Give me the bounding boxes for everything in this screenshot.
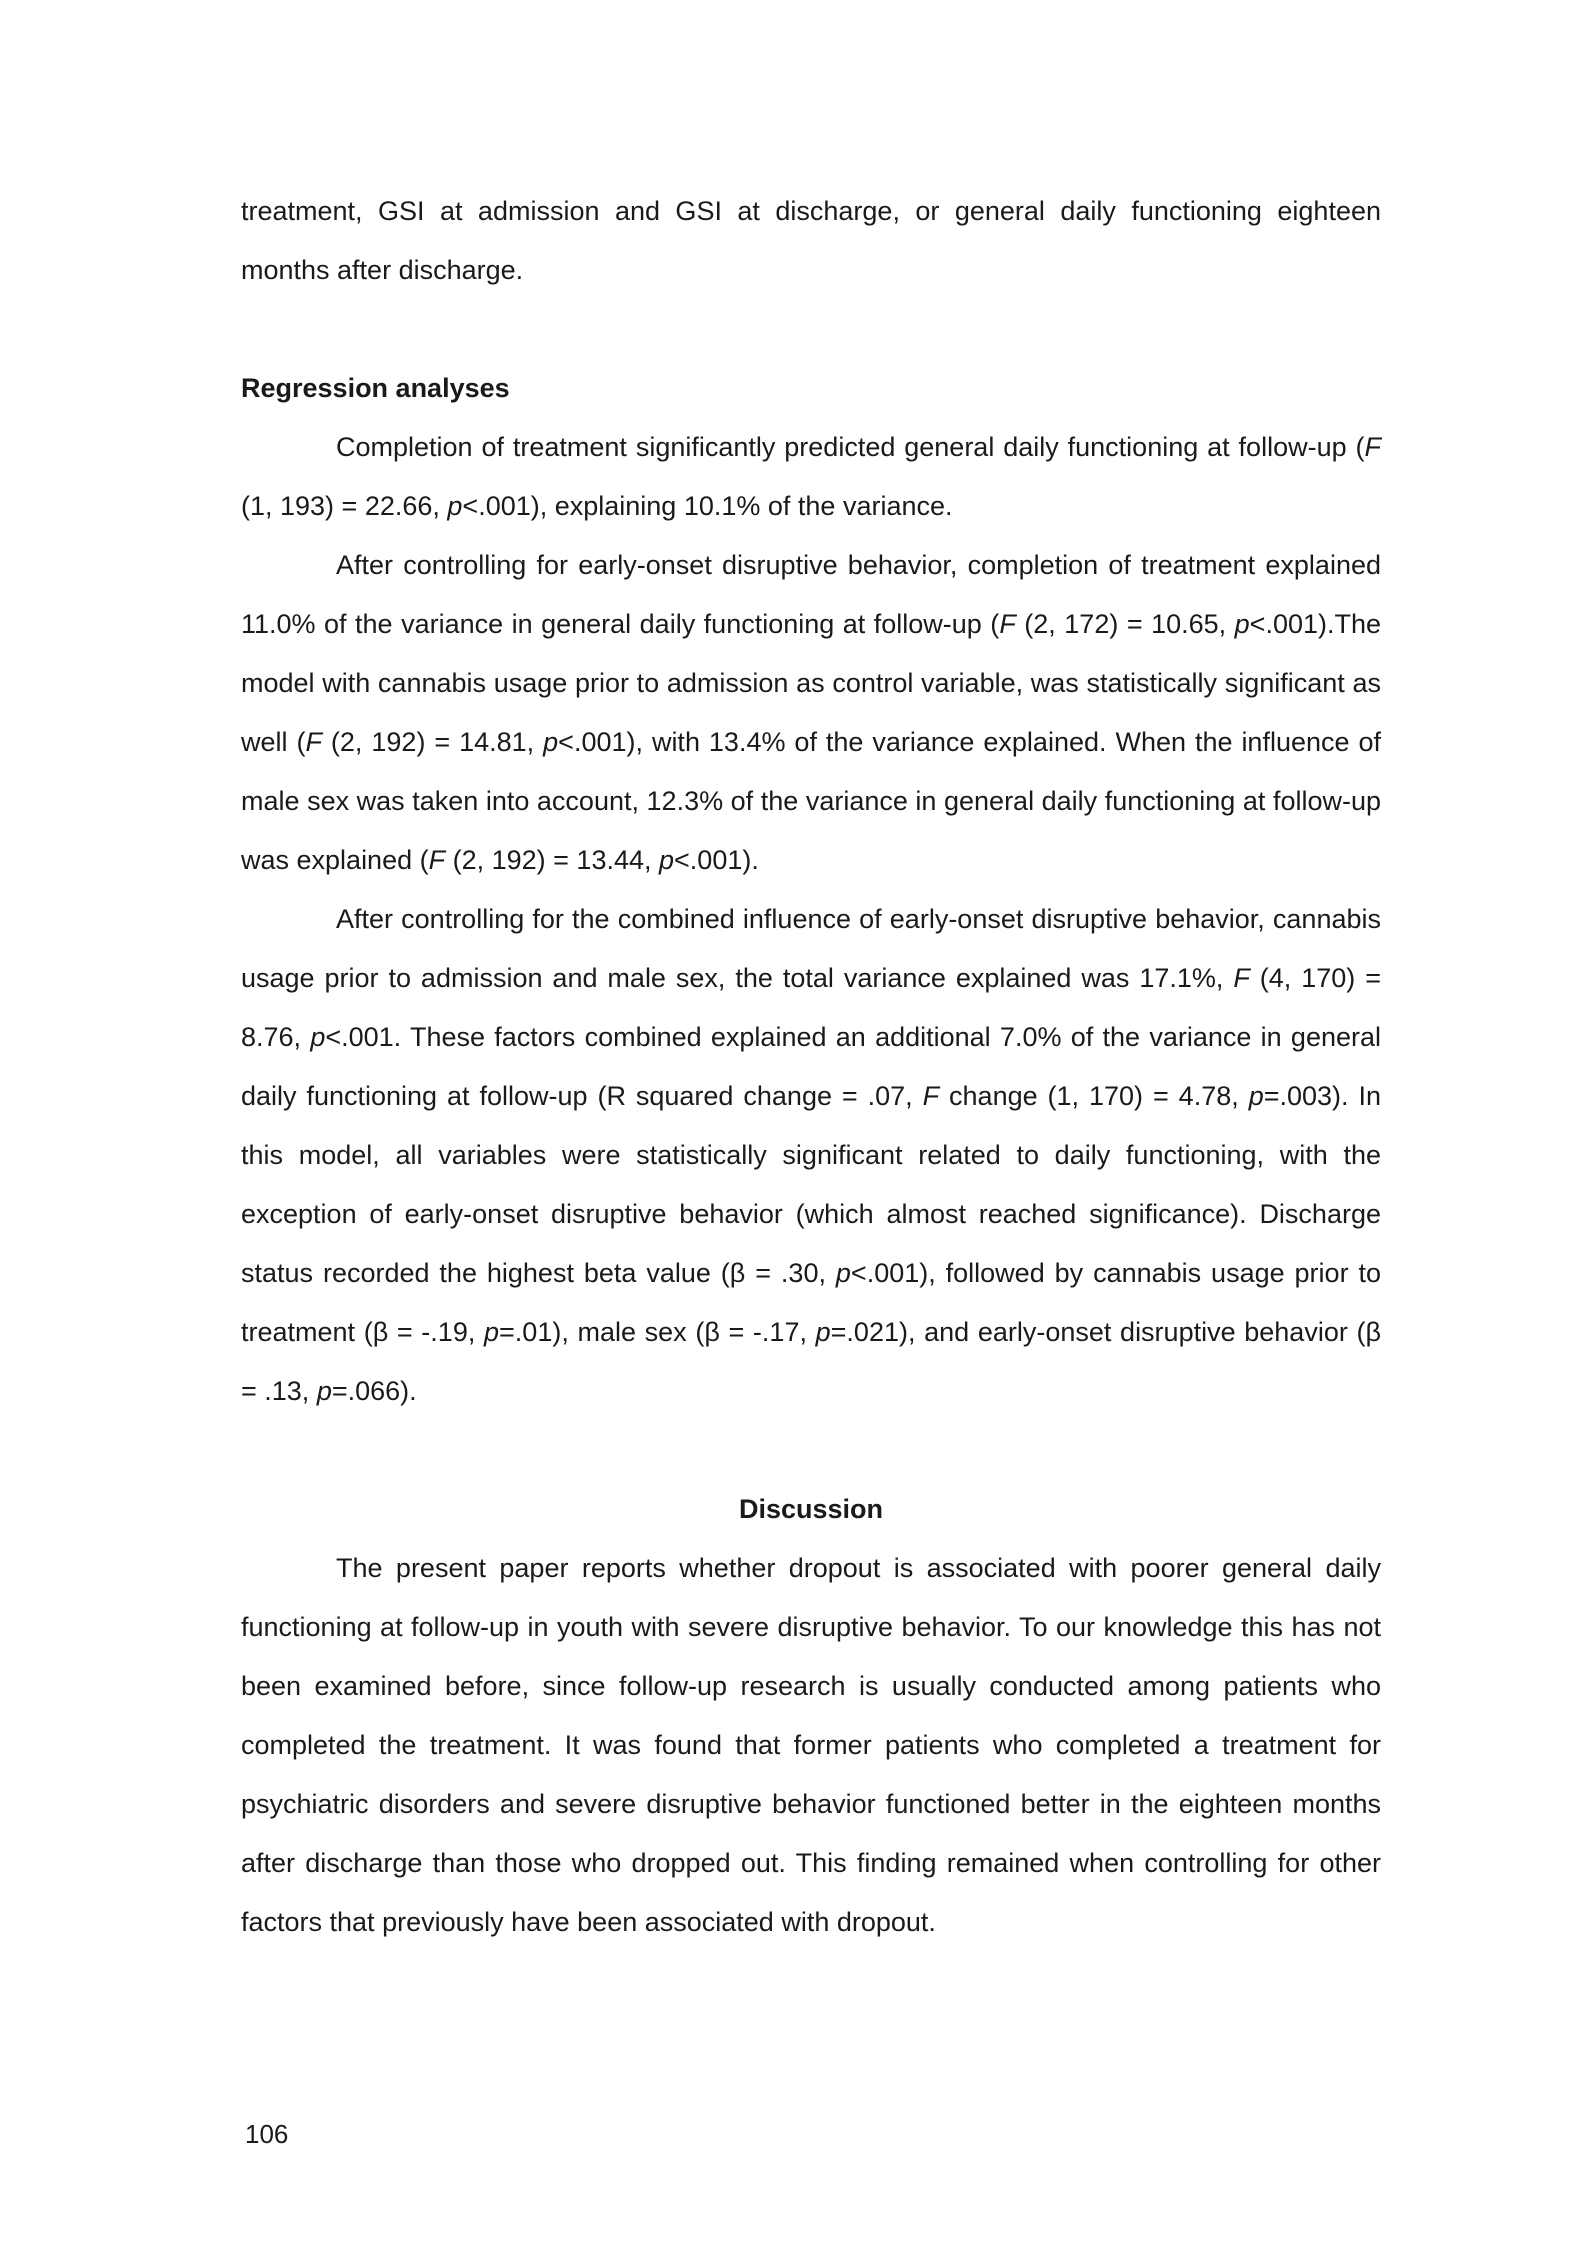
regression-heading: Regression analyses (241, 373, 510, 403)
spacer (241, 300, 1381, 359)
regression-paragraph-3: After controlling for the combined influence of early-onset disruptive behavior, cannabis usage prior to admission and male sex, the total variance explained was 17.1%, F (4, 170) = 8.76, p<.001. These factors combined explained an additional 7.0% of the variance in general daily functioning at follow-up (R squared change = .07, F change (1, 170) = 4.78, p=.003). In this model, all variables were statistically significant related to daily functioning, with the exception of early-onset disruptive behavior (which almost reached significance). Discharge status recorded the highest beta value (β = .30, p<.001), followed by cannabis usage prior to treatment (β = -.19, p=.01), male sex (β = -.17, p=.021), and early-onset disruptive behavior (β = .13, p=.066). (241, 904, 1382, 1406)
discussion-heading: Discussion (738, 1494, 884, 1524)
discussion-paragraph-1: The present paper reports whether dropout is associated with poorer general daily functioning at follow-up in youth with severe disruptive behavior. To our knowledge this has not been examined before, since follow-up research is usually conducted among patients who completed the treatment. It was found that former patients who completed a treatment for psychiatric disorders and severe disruptive behavior functioned better in the eighteen months after discharge than those who dropped out. This finding remained when controlling for other factors that previously have been associated with dropout. (241, 1553, 1381, 1937)
regression-paragraph-1: Completion of treatment significantly predicted general daily functioning at follow-up (F (1, 193) = 22.66, p<.001), explaining 10.1% of the variance. (241, 432, 1381, 521)
regression-paragraph-2: After controlling for early-onset disruptive behavior, completion of treatment explained 11.0% of the variance in general daily functioning at follow-up (F (2, 172) = 10.65, p<.001).The model with cannabis usage prior to admission as control variable, was statistically significant as well (F (2, 192) = 14.81, p<.001), with 13.4% of the variance explained. When the influence of male sex was taken into account, 12.3% of the variance in general daily functioning at follow-up was explained (F (2, 192) = 13.44, p<.001). (241, 550, 1382, 875)
carryover-paragraph: treatment, GSI at admission and GSI at discharge, or general daily functioning eighteen months after discharge. (241, 196, 1381, 285)
spacer (241, 1421, 1381, 1480)
body-text (241, 182, 1381, 1952)
page-number: 106 (245, 2119, 289, 2149)
